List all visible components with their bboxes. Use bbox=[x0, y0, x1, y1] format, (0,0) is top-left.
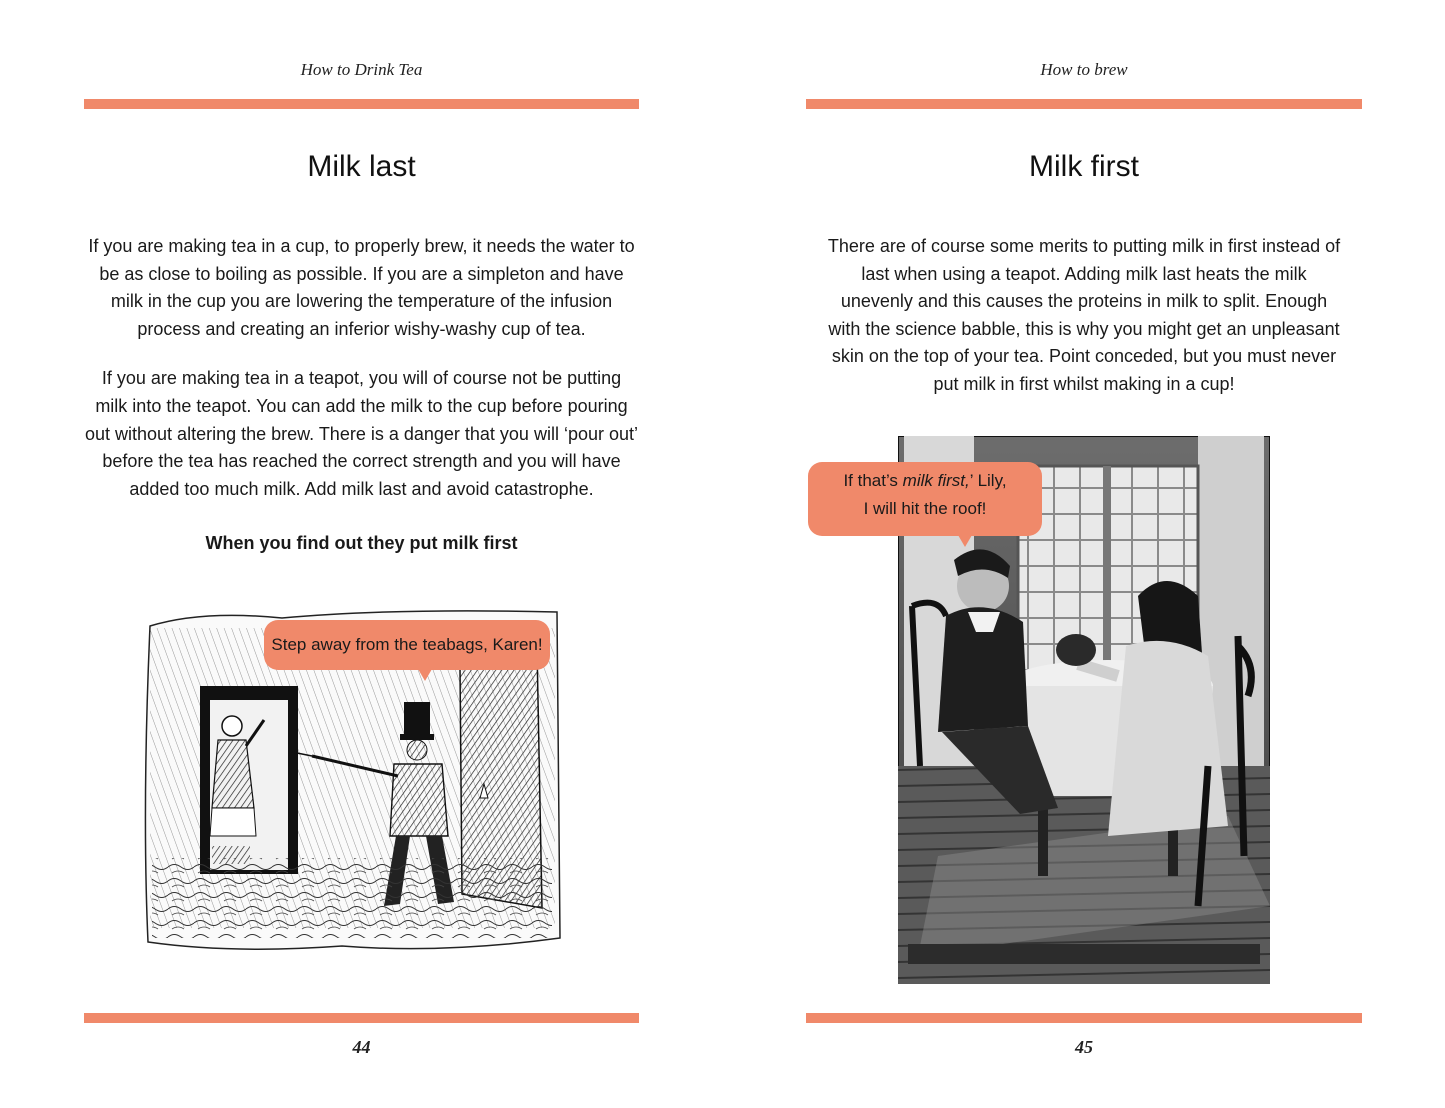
running-head: How to Drink Tea bbox=[300, 60, 423, 79]
left-page bbox=[84, 0, 639, 1108]
speech-bubble bbox=[264, 620, 550, 670]
page-title: Milk first bbox=[1029, 150, 1139, 183]
page-number: 44 bbox=[352, 1037, 371, 1057]
speech-bubble-text: Step away from the teabags, Karen! bbox=[271, 635, 543, 654]
header-rule bbox=[806, 99, 1362, 109]
illustration-caption: When you find out they put milk first bbox=[205, 533, 518, 554]
paragraph: There are of course some merits to putting milk in first instead of last when using a teapot. Adding milk last heats the milk unevenly and this causes the proteins in milk to split. Enough with the science babble, this is why you might get an unpleasant skin on the top of your tea. Point conceded, but you must never put milk in first whilst making in a cup! bbox=[827, 236, 1341, 394]
page-title: Milk last bbox=[307, 150, 416, 183]
paragraph: If you are making tea in a cup, to properly brew, it needs the water to be as close to boiling as possible. If you are a simpleton and have milk in the cup you are lowering the temperature of the infusion process and creating an inferior wishy-washy cup of tea. bbox=[88, 236, 635, 339]
paragraph: If you are making tea in a teapot, you will of course not be putting milk into the teapot. You can add the milk to the cup before pouring out without altering the brew. There is a danger that you will ‘pour out’ before the tea has reached the correct strength and you will have added too much milk. Add milk last and avoid catastrophe. bbox=[85, 368, 638, 499]
body-text bbox=[824, 233, 1344, 421]
speech-bubble-line-1: If that’s milk first,’ Lily, bbox=[843, 471, 1007, 490]
speech-bubble bbox=[808, 462, 1042, 536]
speech-bubble-line-2: I will hit the roof! bbox=[863, 499, 987, 518]
right-page bbox=[806, 0, 1362, 1108]
footer-rule bbox=[84, 1013, 639, 1023]
running-head: How to brew bbox=[1040, 60, 1128, 79]
header-rule bbox=[84, 99, 639, 109]
footer-rule bbox=[806, 1013, 1362, 1023]
page-number: 45 bbox=[1075, 1037, 1093, 1057]
body-text bbox=[84, 233, 639, 580]
